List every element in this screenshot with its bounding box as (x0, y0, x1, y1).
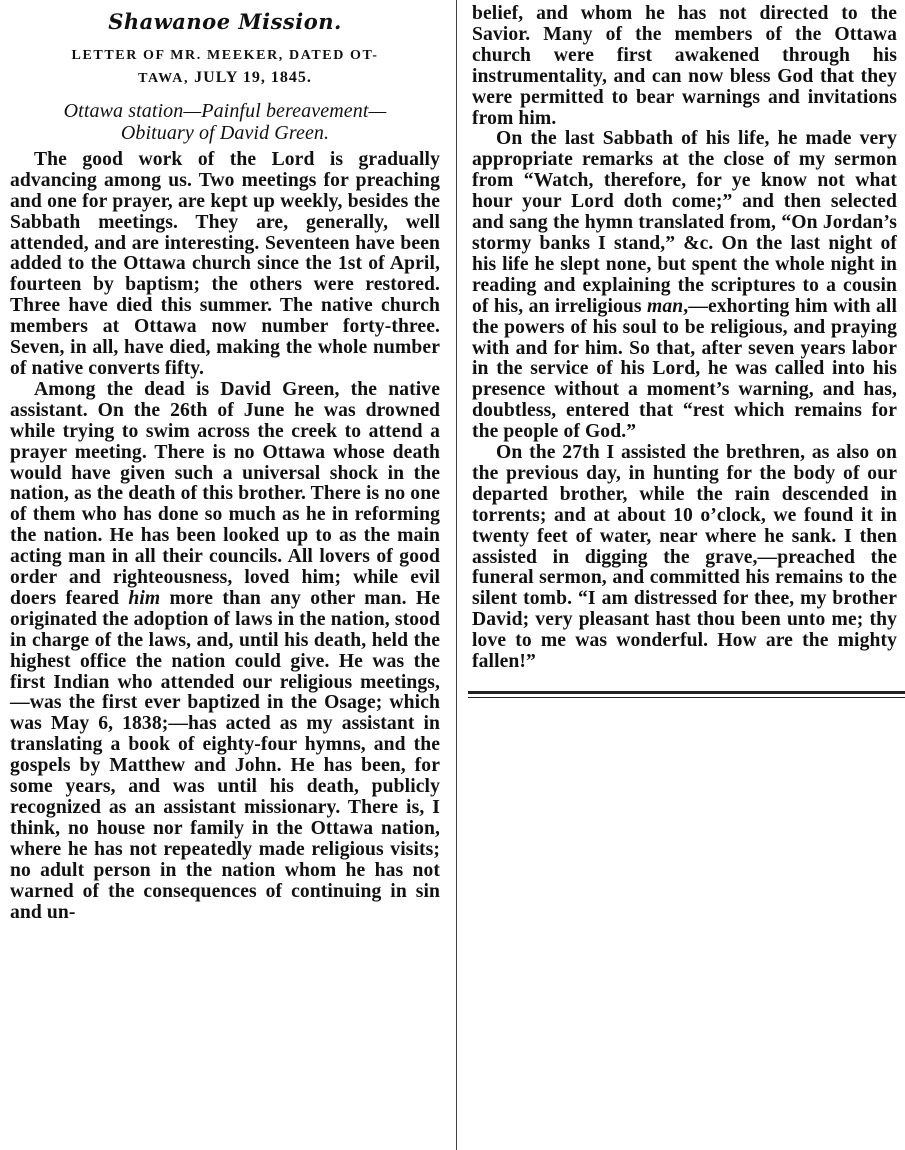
masthead: Shawanoe Mission. (108, 9, 342, 34)
column-divider (456, 0, 457, 1150)
subhead-line1: Ottawa station—Painful bereavement— (63, 99, 387, 122)
subhead-line2: Obituary of David Green. (120, 121, 330, 144)
right-column (472, 0, 897, 698)
dateline-date: JULY 19, 1845. (194, 68, 312, 86)
paragraph-3-part-a: On the last Sabbath of his life, he made very appropriate remarks at the close of my sermon from “Watch, therefore, for ye know not what hour your Lord doth come;” and then selected and sang the hymn translated from, “On Jordan’s stormy banks I stand,” &c. On the last night of his life he slept none, but spent the whole night in reading and explaining the scriptures to a cousin of his, an irreligious (472, 128, 897, 317)
paragraph-4: On the 27th I assisted the brethren, as also on the previous day, in hunting for the body of our departed brother, while the rain descended in torrents; and at about 10 o’clock, we found it in twenty feet of water, near where he sank. I then assisted in digging the grave,—preached the funeral sermon, and committed his remains to the silent tomb. “I am distressed for thee, my brother David; very pleasant hast thou been unto me; thy love to me was wonderful. How are the mighty fallen!” (472, 442, 897, 673)
paragraph-1: The good work of the Lord is gradually advancing among us. Two meetings for preaching and one for prayer, are kept up weekly, besides the Sabbath meetings. They are, generally, well attended, and are interesting. Seventeen have been added to the Ottawa church since the 1st of April, fourteen by baptism; the others were restored. Three have died this summer. The native church members at Ottawa now number forty-three. Seven, in all, have died, making the whole number of native converts fifty. (10, 148, 440, 379)
paragraph-3-part-b: ,—exhorting him with all the powers of his soul to be religious, and praying with and for him. So that, after seven years labor in the service of his Lord, he was called into his presence without a moment’s warning, and has, doubtless, entered that “rest which remains for the people of God.” (472, 295, 897, 443)
paragraph-2-emphasis: him (128, 587, 161, 609)
paragraph-3 (472, 129, 897, 443)
paragraph-3-emphasis: man (647, 295, 684, 317)
end-rule (468, 691, 905, 698)
paragraph-2-part-a: Among the dead is David Green, the native assistant. On the 26th of June he was drowned while trying to swim across the creek to attend a prayer meeting. There is no Ottawa whose death would have given such a universal shock in the nation, as the death of this brother. There is no one of them who has done so much as he in reforming the nation. He has been looked up to as the main acting man in all their councils. All lovers of good order and righteousness, loved him; while evil doers feared (10, 378, 440, 609)
dateline-line1: LETTER OF MR. MEEKER, DATED OT- (71, 47, 379, 63)
subhead (10, 100, 440, 144)
paragraph-2-part-b: more than any other man. He originated the adoption of laws in the nation, stood in charge of the laws, and, until his death, held the highest office the nation could give. He was the first Indian who attended our religious meetings,—was the first ever baptized in the Osage; which was May 6, 1838;—has acted as my assistant in translating a book of eighty-four hymns, and the gospels by Matthew and John. He has been, for some years, and was until his death, publicly recognized as an assistant missionary. There is, I think, no house nor family in the Ottawa nation, where he has not repeatedly made religious visits; no adult person in the nation whom he has not warned of the consequences of continuing in sin and un- (10, 587, 440, 923)
left-column (10, 0, 440, 923)
dateline-line2a: TAWA, (138, 70, 195, 86)
paragraph-2 (10, 380, 440, 924)
paragraph-continued: belief, and whom he has not directed to the Savior. Many of the members of the Ottawa church were first awakened through his instrumentality, and can now bless God that they were permitted to bear warnings and invitations from him. (472, 3, 897, 129)
dateline (16, 45, 434, 90)
